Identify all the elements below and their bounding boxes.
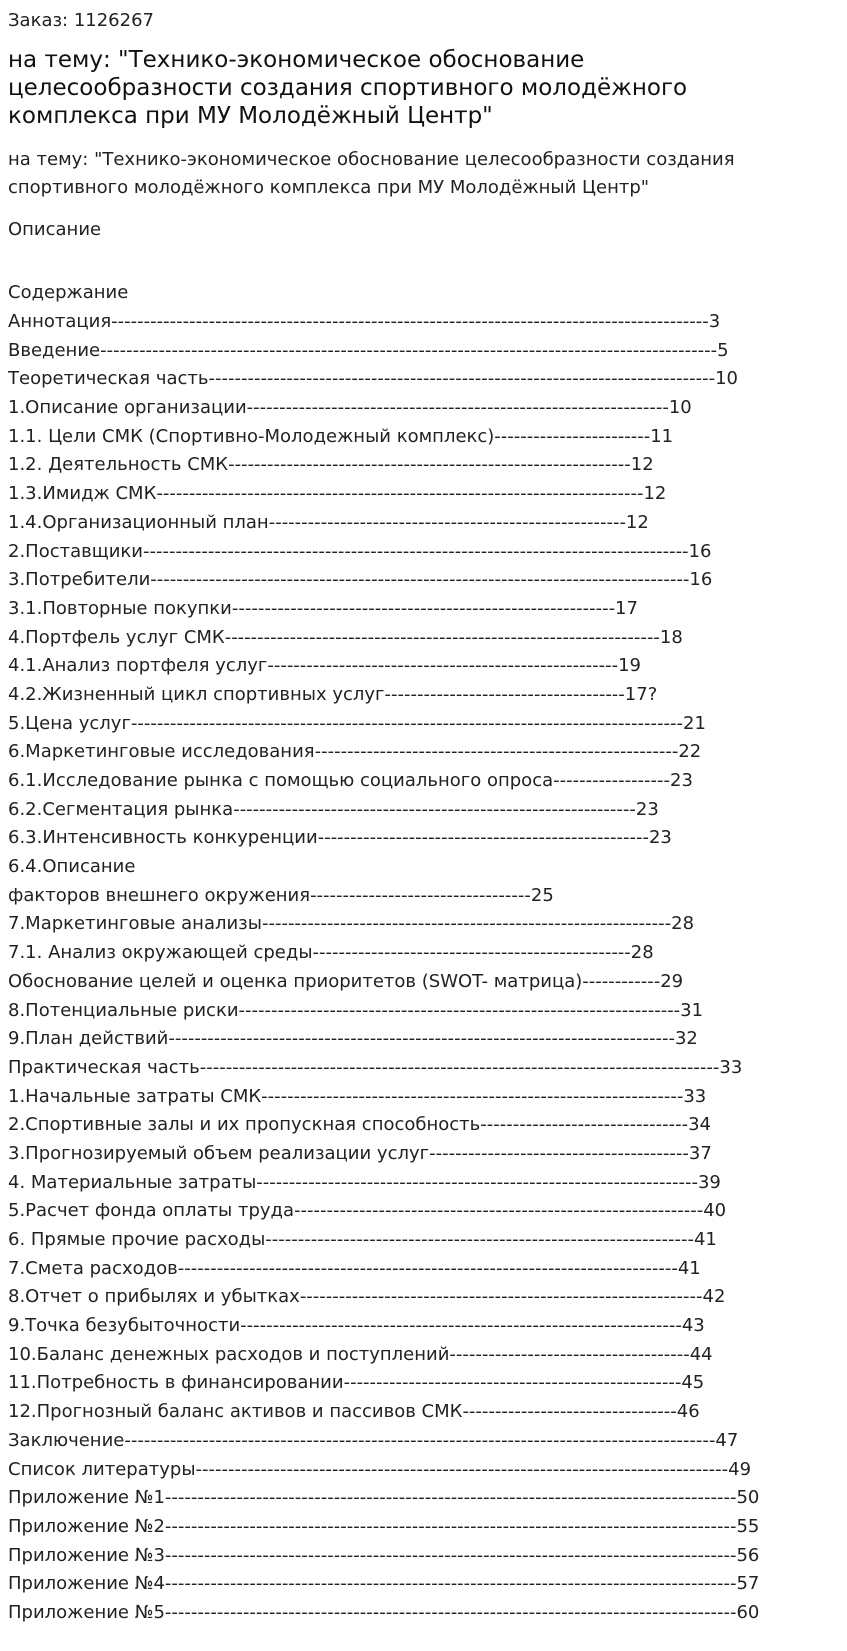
toc-entry: 2.Спортивные залы и их пропускная способность--------------------------------34 bbox=[8, 1114, 712, 1136]
toc-entry: 6.2.Сегментация рынка--------------------------------------------------------------23 bbox=[8, 798, 659, 820]
toc-entry: Приложение №5----------------------------------------------------------------------------------------60 bbox=[8, 1601, 760, 1623]
toc-entry: Приложение №2----------------------------------------------------------------------------------------55 bbox=[8, 1515, 760, 1537]
table-of-contents bbox=[8, 308, 759, 1628]
toc-entry: 9.План действий------------------------------------------------------------------------------32 bbox=[8, 1028, 698, 1050]
toc-entry: 1.Описание организации-----------------------------------------------------------------10 bbox=[8, 397, 692, 419]
toc-entry: 12.Прогнозный баланс активов и пассивов СМК---------------------------------46 bbox=[8, 1401, 700, 1423]
toc-entry: 6.1.Исследование рынка с помощью социального опроса------------------23 bbox=[8, 770, 693, 791]
toc-entry: 3.1.Повторные покупки-----------------------------------------------------------17 bbox=[8, 597, 638, 619]
toc-entry: Практическая часть--------------------------------------------------------------------------------33 bbox=[8, 1056, 743, 1078]
toc-entry: 1.3.Имидж СМК---------------------------------------------------------------------------12 bbox=[8, 483, 667, 505]
toc-entry: 4.2.Жизненный цикл спортивных услуг-------------------------------------17? bbox=[8, 683, 658, 705]
toc-entry: 6.3.Интенсивность конкуренции---------------------------------------------------23 bbox=[8, 827, 672, 849]
toc-entry: 1.1. Цели СМК (Спортивно-Молодежный комплекс)------------------------11 bbox=[8, 425, 674, 447]
description-label: Описание bbox=[8, 219, 102, 240]
toc-entry: 1.4.Организационный план-------------------------------------------------------12 bbox=[8, 511, 649, 533]
page-title: на тему: "Технико-экономическое обоснование целесообразности создания спортивного молодёжного комплекса при МУ Молодёжный Центр" bbox=[8, 47, 688, 129]
toc-entry: 8.Отчет о прибылях и убытках--------------------------------------------------------------42 bbox=[8, 1286, 726, 1308]
toc-entry: 4.Портфель услуг СМК-------------------------------------------------------------------18 bbox=[8, 626, 683, 648]
toc-entry: 6.4.Описание bbox=[8, 856, 136, 878]
toc-entry: Обоснование целей и оценка приоритетов (SWOT- матрица)------------29 bbox=[8, 970, 684, 992]
toc-entry: 11.Потребность в финансировании----------------------------------------------------45 bbox=[8, 1372, 705, 1394]
toc-entry: 7.Маркетинговые анализы---------------------------------------------------------------28 bbox=[8, 913, 695, 935]
toc-entry: Теоретическая часть------------------------------------------------------------------------------10 bbox=[8, 368, 739, 390]
toc-entry: Приложение №1----------------------------------------------------------------------------------------50 bbox=[8, 1487, 760, 1509]
toc-entry: Приложение №4----------------------------------------------------------------------------------------57 bbox=[8, 1573, 760, 1595]
toc-entry: 7.1. Анализ окружающей среды-------------------------------------------------28 bbox=[8, 942, 654, 964]
toc-entry: Введение-----------------------------------------------------------------------------------------------5 bbox=[8, 339, 729, 361]
order-number: Заказ: 1126267 bbox=[8, 10, 154, 31]
toc-entry: Список литературы----------------------------------------------------------------------------------49 bbox=[8, 1458, 752, 1480]
toc-entry: Аннотация--------------------------------------------------------------------------------------------3 bbox=[8, 311, 721, 332]
toc-entry: 6. Прямые прочие расходы------------------------------------------------------------------41 bbox=[8, 1229, 717, 1250]
toc-entry: факторов внешнего окружения----------------------------------25 bbox=[8, 884, 554, 906]
toc-entry: 3.Прогнозируемый объем реализации услуг----------------------------------------37 bbox=[8, 1142, 712, 1164]
toc-entry: 9.Точка безубыточности--------------------------------------------------------------------43 bbox=[8, 1315, 705, 1337]
toc-entry: 6.Маркетинговые исследования--------------------------------------------------------22 bbox=[8, 741, 702, 763]
subject-text: на тему: "Технико-экономическое обоснование целесообразности создания спортивного молодёжного комплекса при МУ Молодёжный Центр" bbox=[8, 149, 735, 198]
toc-entry: 5.Цена услуг-------------------------------------------------------------------------------------21 bbox=[8, 712, 706, 734]
toc-entry: 7.Смета расходов-----------------------------------------------------------------------------41 bbox=[8, 1257, 701, 1279]
toc-entry: 2.Поставщики------------------------------------------------------------------------------------16 bbox=[8, 540, 712, 562]
toc-entry: 8.Потенциальные риски--------------------------------------------------------------------31 bbox=[8, 999, 704, 1021]
toc-entry: Заключение-------------------------------------------------------------------------------------------47 bbox=[8, 1429, 739, 1451]
toc-title: Содержание bbox=[8, 282, 129, 303]
toc-entry: Приложение №3----------------------------------------------------------------------------------------56 bbox=[8, 1544, 760, 1566]
toc-entry: 4.1.Анализ портфеля услуг------------------------------------------------------19 bbox=[8, 655, 641, 677]
toc-entry: 5.Расчет фонда оплаты труда---------------------------------------------------------------40 bbox=[8, 1200, 727, 1222]
toc-entry: 10.Баланс денежных расходов и поступлений-------------------------------------44 bbox=[8, 1343, 713, 1365]
toc-entry: 3.Потребители-----------------------------------------------------------------------------------16 bbox=[8, 569, 713, 591]
toc-entry: 4. Материальные затраты--------------------------------------------------------------------39 bbox=[8, 1171, 721, 1193]
toc-entry: 1.2. Деятельность СМК--------------------------------------------------------------12 bbox=[8, 454, 654, 476]
toc-entry: 1.Начальные затраты СМК-----------------------------------------------------------------33 bbox=[8, 1085, 707, 1107]
